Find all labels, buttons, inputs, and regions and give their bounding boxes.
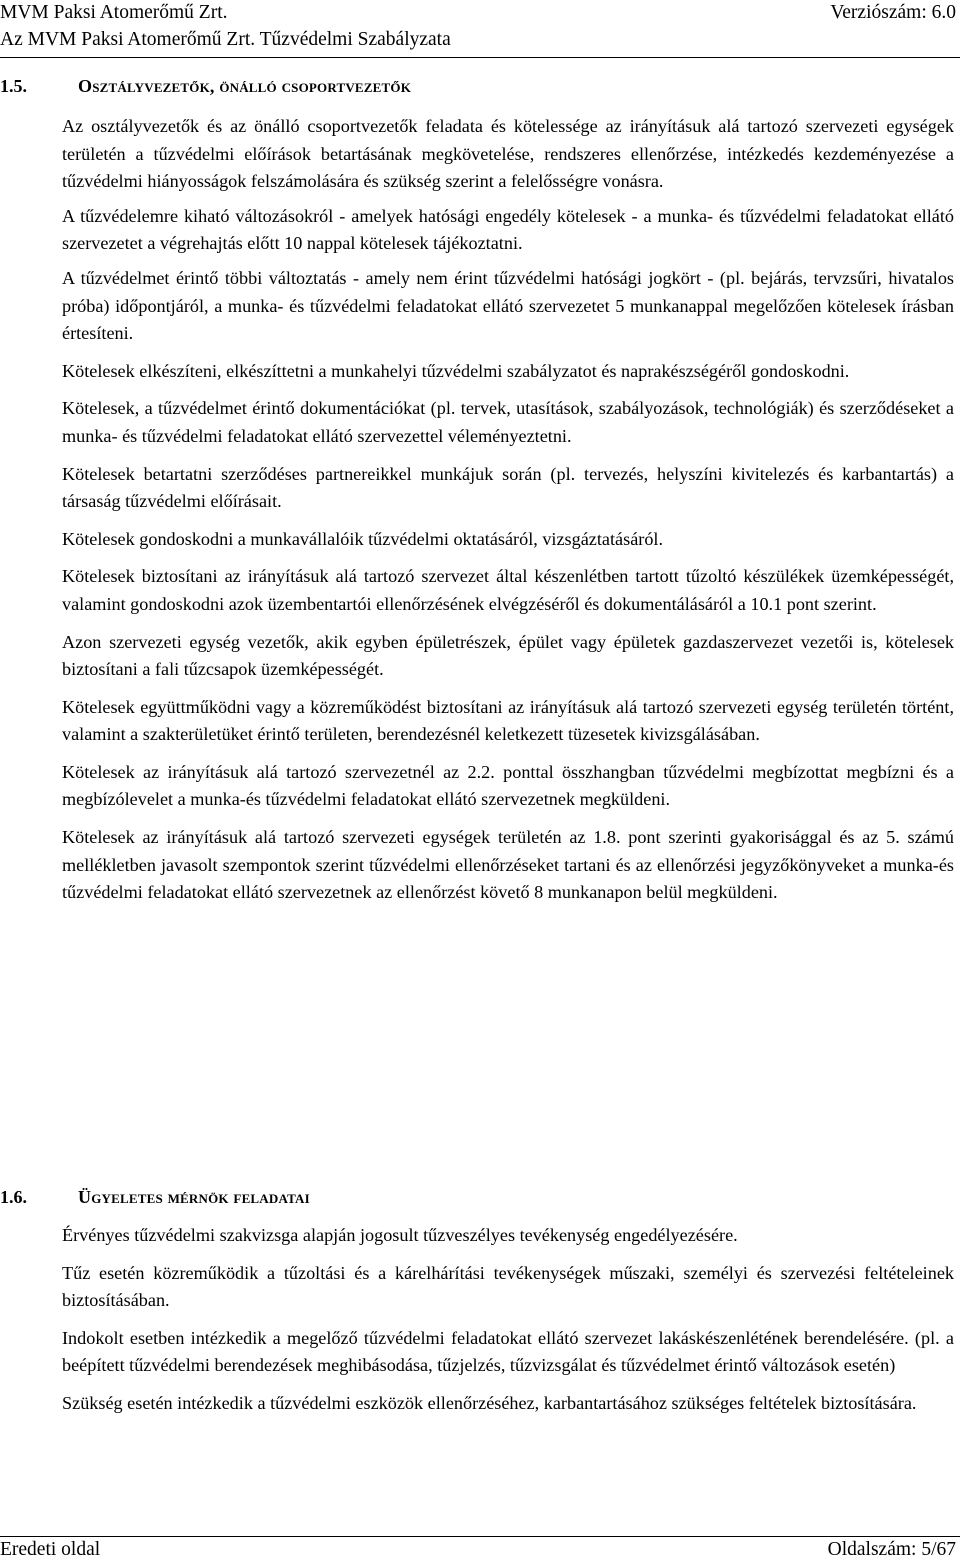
section-1-5-body: [62, 113, 954, 907]
header-divider: [0, 57, 960, 58]
footer-divider: [0, 1536, 960, 1537]
paragraph: Kötelesek együttműködni vagy a közreműködést biztosítani az irányításuk alá tartozó szervezeti egység területén történt, valamint a szakterületüket érintő területen, berendezésnél keletkezett tüzesetek kivizsgálásában.: [62, 696, 954, 745]
paragraph: Tűz esetén közreműködik a tűzoltási és a kárelhárítási tevékenységek műszaki, személyi és szervezési feltételeinek biztosításában.: [62, 1262, 954, 1311]
section-number: 1.5.: [0, 76, 27, 96]
paragraph: Azon szervezeti egység vezetők, akik egyben épületrészek, épület vagy épületek gazdaszervezet vezetői is, kötelesek biztosítani a fali tűzcsapok üzemképességét.: [62, 631, 954, 680]
paragraph: Kötelesek az irányításuk alá tartozó szervezetnél az 2.2. ponttal összhangban tűzvédelmi megbízottat megbízni és a megbízólevelet a munka-és tűzvédelmi feladatokat ellátó szervezetnek megküldeni.: [62, 761, 954, 810]
section-title: Ügyeletes mérnök feladatai: [78, 1187, 310, 1207]
footer-page-number: Oldalszám: 5/67: [827, 1539, 956, 1560]
paragraph: Kötelesek gondoskodni a munkavállalóik tűzvédelmi oktatásáról, vizsgáztatásáról.: [62, 528, 664, 549]
header-company: MVM Paksi Atomerőmű Zrt.: [0, 2, 228, 23]
footer-original-page: Eredeti oldal: [0, 1539, 101, 1560]
paragraph: A tűzvédelemre kiható változásokról - amelyek hatósági engedély kötelesek - a munka- és tűzvédelmi feladatokat ellátó szervezetet a végrehajtás előtt 10 nappal kötelesek tájékoztatni.: [62, 205, 954, 254]
header-version: Verziószám: 6.0: [830, 2, 956, 23]
paragraph: A tűzvédelmet érintő többi változtatás - amely nem érint tűzvédelmi hatósági jogkört - (pl. bejárás, tervzsűri, hivatalos próba) időpontjáról, a munka- és tűzvédelmi feladatokat ellátó szervezetet 5 munkanappal megelőzően kötelesek írásban értesíteni.: [62, 267, 954, 344]
section-title: Osztályvezetők, önálló csoportvezetők: [78, 76, 412, 96]
paragraph: Kötelesek elkészíteni, elkészíttetni a munkahelyi tűzvédelmi szabályzatot és naprakészségéről gondoskodni.: [62, 360, 850, 381]
paragraph: Kötelesek biztosítani az irányításuk alá tartozó szervezet által készenlétben tartott tűzoltó készülékek üzemképességét, valamint gondoskodni azok üzembentartói ellenőrzésének elvégzéséről és dokumentálásáról a 10.1 pont szerint.: [62, 566, 954, 614]
paragraph: Indokolt esetben intézkedik a megelőző tűzvédelmi feladatokat ellátó szervezet lakáskészenlétének berendelésére. (pl. a beépített tűzvédelmi berendezések meghibásodása, tűzjelzés, tűzvizsgálat és tűzvédelmet érintő változások esetén): [62, 1327, 954, 1376]
paragraph: Szükség esetén intézkedik a tűzvédelmi eszközök ellenőrzéséhez, karbantartásához szükséges feltételek biztosítására.: [62, 1392, 917, 1413]
section-1-6-body: [62, 1222, 954, 1418]
paragraph: Kötelesek betartatni szerződéses partnereikkel munkájuk során (pl. tervezés, helyszíni kivitelezés és karbantartás) a társaság tűzvédelmi előírásait.: [62, 463, 954, 512]
paragraph: Érvényes tűzvédelmi szakvizsga alapján jogosult tűzveszélyes tevékenység engedélyezésére.: [62, 1225, 738, 1245]
section-number: 1.6.: [0, 1187, 27, 1207]
paragraph: Kötelesek, a tűzvédelmet érintő dokumentációkat (pl. tervek, utasítások, szabályozások, technológiák) és szerződéseket a munka- és tűzvédelmi feladatokat ellátó szervezettel véleményeztetni.: [62, 398, 954, 446]
header-document-title: Az MVM Paksi Atomerőmű Zrt. Tűzvédelmi Szabályzata: [0, 29, 451, 50]
paragraph: Az osztályvezetők és az önálló csoportvezetők feladata és kötelessége az irányításuk alá tartozó szervezeti egységek területén a tűzvédelmi előírások betartásának megkövetelése, rendszeres ellenőrzése, intézkedés kezdeményezése a tűzvédelmi hiányosságok felszámolására és szükség szerint a felelősségre vonásra.: [62, 116, 954, 192]
paragraph: Kötelesek az irányításuk alá tartozó szervezeti egységek területén az 1.8. pont szerinti gyakorisággal és az 5. számú mellékletben javasolt szempontok szerint tűzvédelmi ellenőrzéseket tartani és az ellenőrzési jegyzőkönyveket a munka-és tűzvédelmi feladatokat ellátó szervezetnek az ellenőrzést követő 8 munkanapon belül megküldeni.: [62, 827, 954, 903]
